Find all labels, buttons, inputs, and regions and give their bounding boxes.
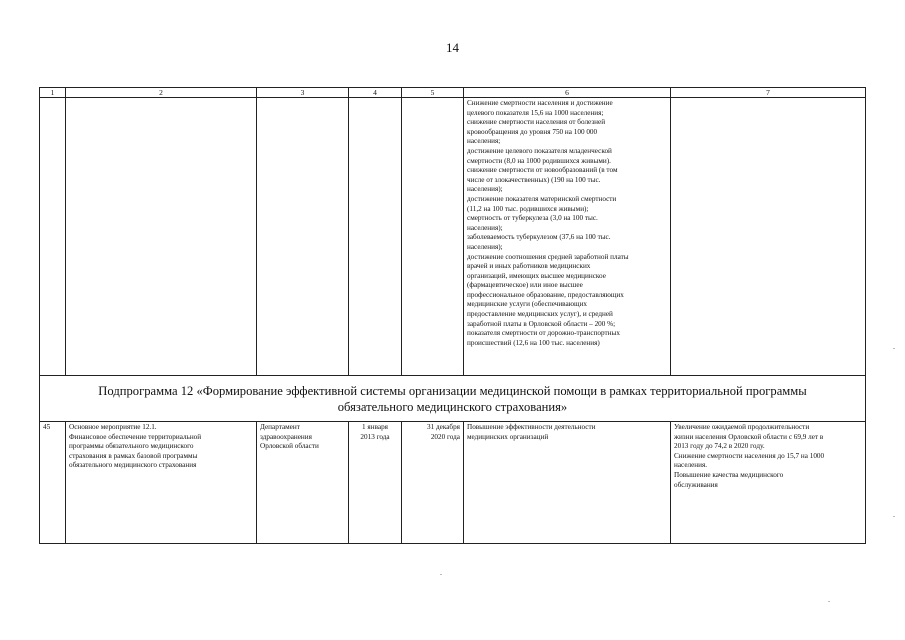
cell-start-date	[349, 422, 402, 544]
target-line: смертность от туберкулеза (3,0 на 100 тыс.	[467, 214, 598, 223]
target-line: целевого показателя 15,6 на 1000 населения;	[467, 108, 604, 117]
scan-speck	[828, 601, 830, 602]
column-number: 4	[349, 88, 402, 98]
event-line: программы обязательного медицинского	[69, 442, 194, 451]
end-date-line: 31 декабря	[427, 423, 460, 431]
target-line: происшествий (12,6 на 100 тыс. населения)	[467, 338, 600, 347]
target-line: смертности (8,0 на 1000 родившихся живыми).	[467, 156, 611, 165]
row-number: 45	[40, 422, 66, 544]
table-row-continued	[40, 98, 866, 376]
target-line: медицинские услуги (обеспечивающих	[467, 300, 588, 309]
target-line: заработной платы в Орловской области – 200 %;	[467, 319, 616, 328]
executor-line: Орловской области	[260, 442, 319, 451]
program-table	[39, 87, 866, 544]
event-line: Финансовое обеспечение территориальной	[69, 432, 202, 441]
target-line: (фармацевтическое) или иное высшее	[467, 281, 583, 290]
event-line: страхования в рамках базовой программы	[69, 451, 198, 460]
cell-event	[66, 422, 257, 544]
target-line: врачей и иных работников медицинских	[467, 262, 591, 271]
cell-empty	[257, 98, 349, 376]
cell-result	[464, 422, 671, 544]
target-line: показателя смертности от дорожно-транспортных	[467, 329, 620, 338]
target-line: населения);	[467, 242, 503, 251]
start-date-line: 1 января	[362, 423, 388, 431]
target-line: кровообращения до уровня 750 на 100 000	[467, 127, 598, 136]
target-line: снижение смертности от новообразований (в том	[467, 166, 618, 175]
event-line: обязательного медицинского страхования	[69, 461, 197, 470]
result-line: Повышение эффективности деятельности	[467, 423, 596, 431]
column-number: 2	[66, 88, 257, 98]
target-line: населения);	[467, 185, 503, 194]
target-line: организаций, имеющих высшее медицинское	[467, 271, 606, 280]
column-number-row	[40, 88, 866, 98]
column-number: 7	[671, 88, 866, 98]
effect-line: жизни населения Орловской области с 69,9 лет в	[674, 432, 824, 441]
cell-executor	[257, 422, 349, 544]
executor-line: здравоохранения	[260, 432, 312, 441]
result-line: медицинских организаций	[467, 432, 549, 441]
cell-empty	[349, 98, 402, 376]
executor-line: Департамент	[260, 423, 300, 431]
target-line: заболеваемость туберкулезом (37,6 на 100 тыс.	[467, 233, 611, 242]
target-line: населения;	[467, 137, 501, 146]
target-line: предоставление медицинских услуг), и средней	[467, 310, 613, 319]
effect-line: Повышение качества медицинского	[674, 470, 784, 479]
target-line: населения);	[467, 223, 503, 232]
effect-line: Увеличение ожидаемой продолжительности	[674, 423, 810, 431]
effect-line: населения.	[674, 461, 708, 470]
scan-speck	[440, 574, 442, 575]
page-number: 14	[446, 40, 459, 55]
start-date-line: 2013 года	[360, 432, 390, 441]
cell-empty	[40, 98, 66, 376]
target-line: профессиональное образование, предоставляющих	[467, 290, 624, 299]
subprogram-row	[40, 376, 866, 422]
table-row-45	[40, 422, 866, 544]
column-number: 3	[257, 88, 349, 98]
effect-line: обслуживания	[674, 480, 718, 489]
cell-effect	[671, 422, 866, 544]
cell-end-date	[402, 422, 464, 544]
scan-speck	[893, 348, 895, 349]
target-line: достижение целевого показателя младенческой	[467, 146, 612, 155]
target-line: снижение смертности населения от болезней	[467, 118, 606, 127]
cell-empty	[66, 98, 257, 376]
end-date-line: 2020 года	[430, 432, 460, 441]
cell-empty	[402, 98, 464, 376]
scan-speck	[893, 516, 895, 517]
cell-empty	[671, 98, 866, 376]
target-line: (11,2 на 100 тыс. родившихся живыми);	[467, 204, 589, 213]
event-line: Основное мероприятие 12.1.	[69, 423, 157, 431]
target-line: Снижение смертности населения и достижение	[467, 99, 613, 107]
effect-line: 2013 году до 74,2 в 2020 году.	[674, 442, 765, 451]
effect-line: Снижение смертности населения до 15,7 на 1000	[674, 451, 825, 460]
column-number: 6	[464, 88, 671, 98]
subprogram-title: Подпрограмма 12 «Формирование эффективной системы организации медицинской помощи в рамках территориальной программы обязательного медицинского страхования»	[40, 376, 866, 422]
cell-targets	[464, 98, 671, 376]
column-number: 5	[402, 88, 464, 98]
column-number: 1	[40, 88, 66, 98]
target-line: достижение соотношения средней заработной платы	[467, 252, 629, 261]
target-line: достижение показателя материнской смертности	[467, 194, 617, 203]
target-line: числе от злокачественных) (190 на 100 тыс.	[467, 175, 601, 184]
